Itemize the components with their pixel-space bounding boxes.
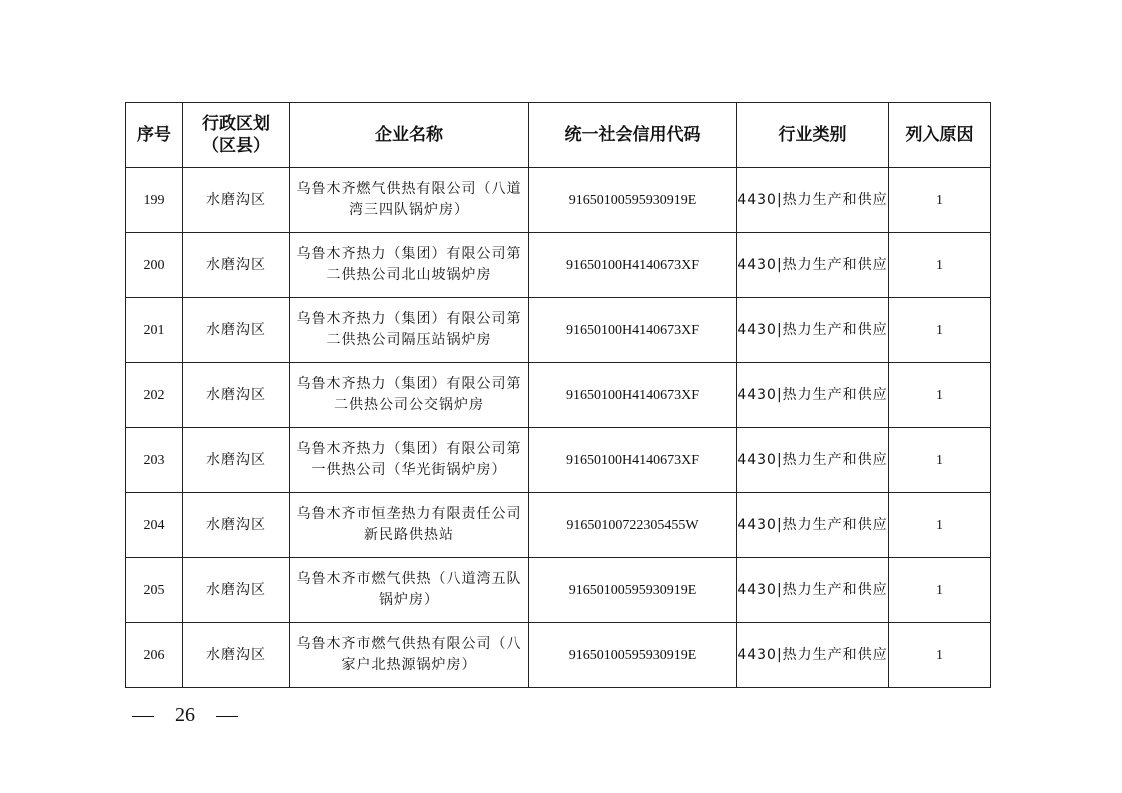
cell-reason: 1 xyxy=(889,428,991,493)
cell-credit-code: 91650100595930919E xyxy=(529,168,737,233)
cell-serial-number: 200 xyxy=(126,233,183,298)
cell-reason: 1 xyxy=(889,363,991,428)
cell-district: 水磨沟区 xyxy=(183,623,290,688)
table-row xyxy=(126,493,991,558)
cell-industry: 4430|热力生产和供应 xyxy=(737,233,889,298)
table-row xyxy=(126,233,991,298)
table-row xyxy=(126,623,991,688)
cell-industry: 4430|热力生产和供应 xyxy=(737,558,889,623)
header-district: 行政区划（区县） xyxy=(183,103,290,168)
cell-district: 水磨沟区 xyxy=(183,558,290,623)
table-row xyxy=(126,298,991,363)
table-row xyxy=(126,363,991,428)
header-reason: 列入原因 xyxy=(889,103,991,168)
header-industry: 行业类别 xyxy=(737,103,889,168)
cell-industry: 4430|热力生产和供应 xyxy=(737,298,889,363)
cell-company-name: 乌鲁木齐热力（集团）有限公司第一供热公司（华光街锅炉房） xyxy=(290,428,529,493)
page-footer xyxy=(132,704,238,727)
cell-serial-number: 204 xyxy=(126,493,183,558)
cell-company-name: 乌鲁木齐热力（集团）有限公司第二供热公司隔压站锅炉房 xyxy=(290,298,529,363)
cell-reason: 1 xyxy=(889,233,991,298)
footer-right-dash xyxy=(216,716,238,717)
cell-district: 水磨沟区 xyxy=(183,168,290,233)
cell-district: 水磨沟区 xyxy=(183,233,290,298)
table-header-row xyxy=(126,103,991,168)
cell-serial-number: 202 xyxy=(126,363,183,428)
table-row xyxy=(126,558,991,623)
cell-company-name: 乌鲁木齐热力（集团）有限公司第二供热公司公交锅炉房 xyxy=(290,363,529,428)
cell-district: 水磨沟区 xyxy=(183,363,290,428)
cell-district: 水磨沟区 xyxy=(183,493,290,558)
cell-reason: 1 xyxy=(889,493,991,558)
cell-district: 水磨沟区 xyxy=(183,428,290,493)
cell-serial-number: 205 xyxy=(126,558,183,623)
cell-company-name: 乌鲁木齐燃气供热有限公司（八道湾三四队锅炉房） xyxy=(290,168,529,233)
cell-reason: 1 xyxy=(889,168,991,233)
header-company-name: 企业名称 xyxy=(290,103,529,168)
cell-credit-code: 91650100H4140673XF xyxy=(529,298,737,363)
cell-serial-number: 206 xyxy=(126,623,183,688)
cell-serial-number: 199 xyxy=(126,168,183,233)
header-serial-number: 序号 xyxy=(126,103,183,168)
cell-company-name: 乌鲁木齐市燃气供热有限公司（八家户北热源锅炉房） xyxy=(290,623,529,688)
cell-credit-code: 91650100595930919E xyxy=(529,558,737,623)
cell-industry: 4430|热力生产和供应 xyxy=(737,623,889,688)
page-number: 26 xyxy=(175,704,195,726)
cell-credit-code: 91650100595930919E xyxy=(529,623,737,688)
table-row xyxy=(126,428,991,493)
cell-company-name: 乌鲁木齐市恒垄热力有限责任公司新民路供热站 xyxy=(290,493,529,558)
cell-reason: 1 xyxy=(889,298,991,363)
table-row xyxy=(126,168,991,233)
cell-credit-code: 91650100H4140673XF xyxy=(529,233,737,298)
footer-left-dash xyxy=(132,716,154,717)
cell-district: 水磨沟区 xyxy=(183,298,290,363)
enterprise-table xyxy=(125,102,991,688)
cell-credit-code: 91650100H4140673XF xyxy=(529,428,737,493)
cell-industry: 4430|热力生产和供应 xyxy=(737,363,889,428)
cell-serial-number: 201 xyxy=(126,298,183,363)
cell-industry: 4430|热力生产和供应 xyxy=(737,428,889,493)
cell-serial-number: 203 xyxy=(126,428,183,493)
cell-credit-code: 91650100H4140673XF xyxy=(529,363,737,428)
cell-industry: 4430|热力生产和供应 xyxy=(737,168,889,233)
cell-industry: 4430|热力生产和供应 xyxy=(737,493,889,558)
cell-company-name: 乌鲁木齐热力（集团）有限公司第二供热公司北山坡锅炉房 xyxy=(290,233,529,298)
cell-credit-code: 91650100722305455W xyxy=(529,493,737,558)
cell-reason: 1 xyxy=(889,558,991,623)
header-credit-code: 统一社会信用代码 xyxy=(529,103,737,168)
cell-company-name: 乌鲁木齐市燃气供热（八道湾五队锅炉房） xyxy=(290,558,529,623)
cell-reason: 1 xyxy=(889,623,991,688)
